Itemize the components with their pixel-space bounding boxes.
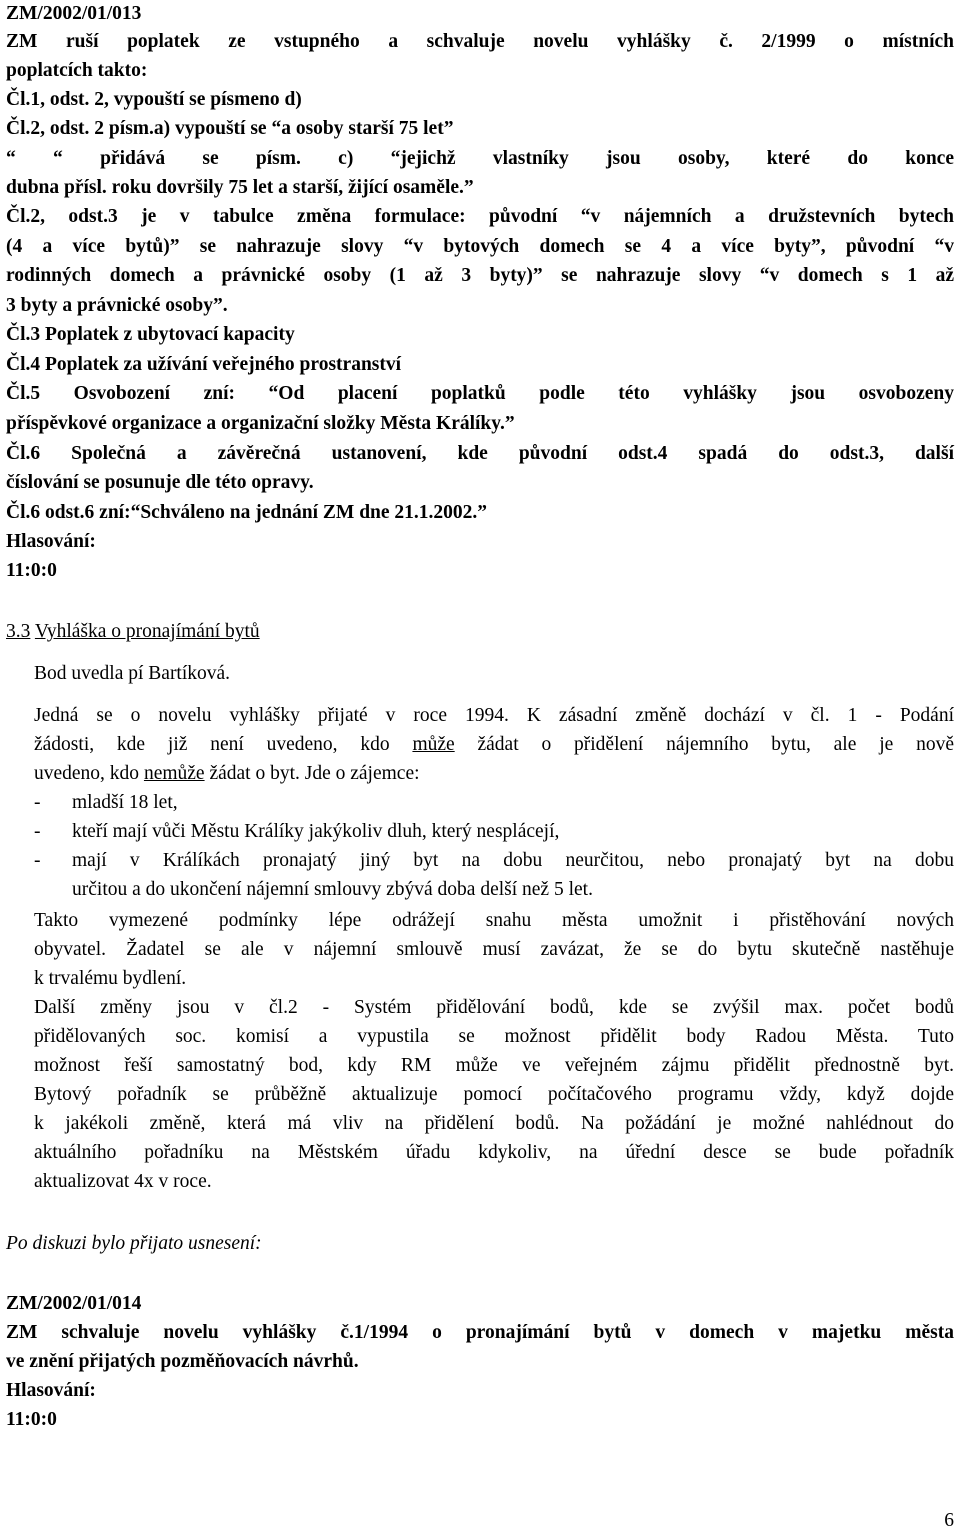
resolution-line: číslování se posunuje dle této opravy. [6,472,314,493]
list-item-continuation: určitou a do ukončení nájemní smlouvy zbývá doba delší než 5 let. [72,879,593,900]
list-item-text: mají v Králíkách pronajatý jiný byt na dobu neurčitou, nebo pronajatý byt na dobu [72,850,954,871]
body-line: Takto vymezené podmínky lépe odrážejí snahu města umožnit i přistěhování nových [34,910,954,931]
resolution-line: Čl.4 Poplatek za užívání veřejného prostranství [6,354,402,375]
list-item-text: mladší 18 let, [72,792,178,813]
resolution-line: příspěvkové organizace a organizační složky Města Králíky.” [6,413,515,434]
section-number: 3.3 [6,621,31,642]
vote-label: Hlasování: [6,531,96,552]
vote-result: 11:0:0 [6,1409,57,1430]
underlined-word: nemůže [143,763,205,784]
resolution-line: Čl.2, odst.3 je v tabulce změna formulace: původní “v nájemních a družstevních bytech [6,206,954,227]
resolution-line: Čl.1, odst. 2, vypouští se písmeno d) [6,89,302,110]
resolution-line: dubna přísl. roku dovršily 75 let a starší, žijící osaměle.” [6,177,474,198]
body-line [34,731,954,759]
text-span: žádosti, kde již není uvedeno, kdo [34,734,413,755]
body-line: aktualizovat 4x v roce. [34,1171,212,1192]
body-line: Další změny jsou v čl.2 - Systém přidělování bodů, kde se zvýšil max. počet bodů [34,997,954,1018]
resolution-line: Čl.3 Poplatek z ubytovací kapacity [6,324,295,345]
resolution-line: Čl.2, odst. 2 písm.a) vypouští se “a osoby starší 75 let” [6,118,454,139]
bullet-dash: - [34,792,41,813]
list-item-text: kteří mají vůči Městu Králíky jakýkoliv dluh, který nesplácejí, [72,821,560,842]
list-item [34,789,954,817]
text-span: žádat o přidělení nájemního bytu, ale je nově [454,734,954,755]
body-line: k trvalému bydlení. [34,968,187,989]
discussion-note: Po diskuzi bylo přijato usnesení: [6,1233,262,1254]
resolution-code: ZM/2002/01/014 [6,1293,142,1314]
section-heading [6,618,954,646]
resolution-line: (4 a více bytů)” se nahrazuje slovy “v bytových domech se 4 a více byty”, původní “v [6,236,954,257]
resolution-line: Čl.6 Společná a závěrečná ustanovení, kde původní odst.4 spadá do odst.3, další [6,443,954,464]
underlined-word: může [412,734,455,755]
resolution-line: ZM schvaluje novelu vyhlášky č.1/1994 o pronajímání bytů v domech v majetku města [6,1322,954,1343]
vote-result: 11:0:0 [6,560,57,581]
text-span: uvedeno, kdo [34,763,144,784]
list-item [34,818,954,846]
body-line: přidělovaných soc. komisí a vypustila se možnost přidělit body Radou Města. Tuto [34,1026,954,1047]
body-line: k jakékoli změně, která má vliv na přidělení bodů. Na požádání je možné nahlédnout do [34,1113,954,1134]
resolution-code: ZM/2002/01/013 [6,3,142,24]
section-title: Vyhláška o pronajímání bytů [34,621,260,642]
bullet-dash: - [34,821,41,842]
body-line: aktuálního pořadníku na Městském úřadu kdykoliv, na úřední desce se bude pořadník [34,1142,954,1163]
resolution-line: ZM ruší poplatek ze vstupného a schvaluje novelu vyhlášky č. 2/1999 o místních [6,31,954,52]
resolution-line: ve znění přijatých pozměňovacích návrhů. [6,1351,359,1372]
page-number: 6 [944,1510,954,1531]
body-line: možnost řeší samostatný bod, kdy RM může ve veřejném zájmu přidělit přednostně byt. [34,1055,954,1076]
resolution-line: Čl.5 Osvobození zní: “Od placení poplatků podle této vyhlášky jsou osvobozeny [6,383,954,404]
resolution-line: rodinných domech a právnické osoby (1 až 3 byty)” se nahrazuje slovy “v domech s 1 až [6,265,954,286]
resolution-line: Čl.6 odst.6 zní:“Schváleno na jednání ZM dne 21.1.2002.” [6,502,488,523]
body-line [34,760,954,788]
resolution-line: “ “ přidává se písm. c) “jejichž vlastníky jsou osoby, které do konce [6,148,954,169]
bullet-dash: - [34,850,41,871]
text-span: žádat o byt. Jde o zájemce: [204,763,420,784]
body-line: Bytový pořadník se průběžně aktualizuje pomocí počítačového programu vždy, když dojde [34,1084,954,1105]
body-line: obyvatel. Žadatel se ale v nájemní smlouvě musí zavázat, že se do bytu skutečně nastěhuje [34,939,954,960]
body-line: Jedná se o novelu vyhlášky přijaté v roce 1994. K zásadní změně dochází v čl. 1 - Podání [34,705,954,726]
resolution-line: poplatcích takto: [6,60,148,81]
presenter-note: Bod uvedla pí Bartíková. [34,663,231,684]
resolution-line: 3 byty a právnické osoby”. [6,295,228,316]
vote-label: Hlasování: [6,1380,96,1401]
list-item [34,847,954,875]
